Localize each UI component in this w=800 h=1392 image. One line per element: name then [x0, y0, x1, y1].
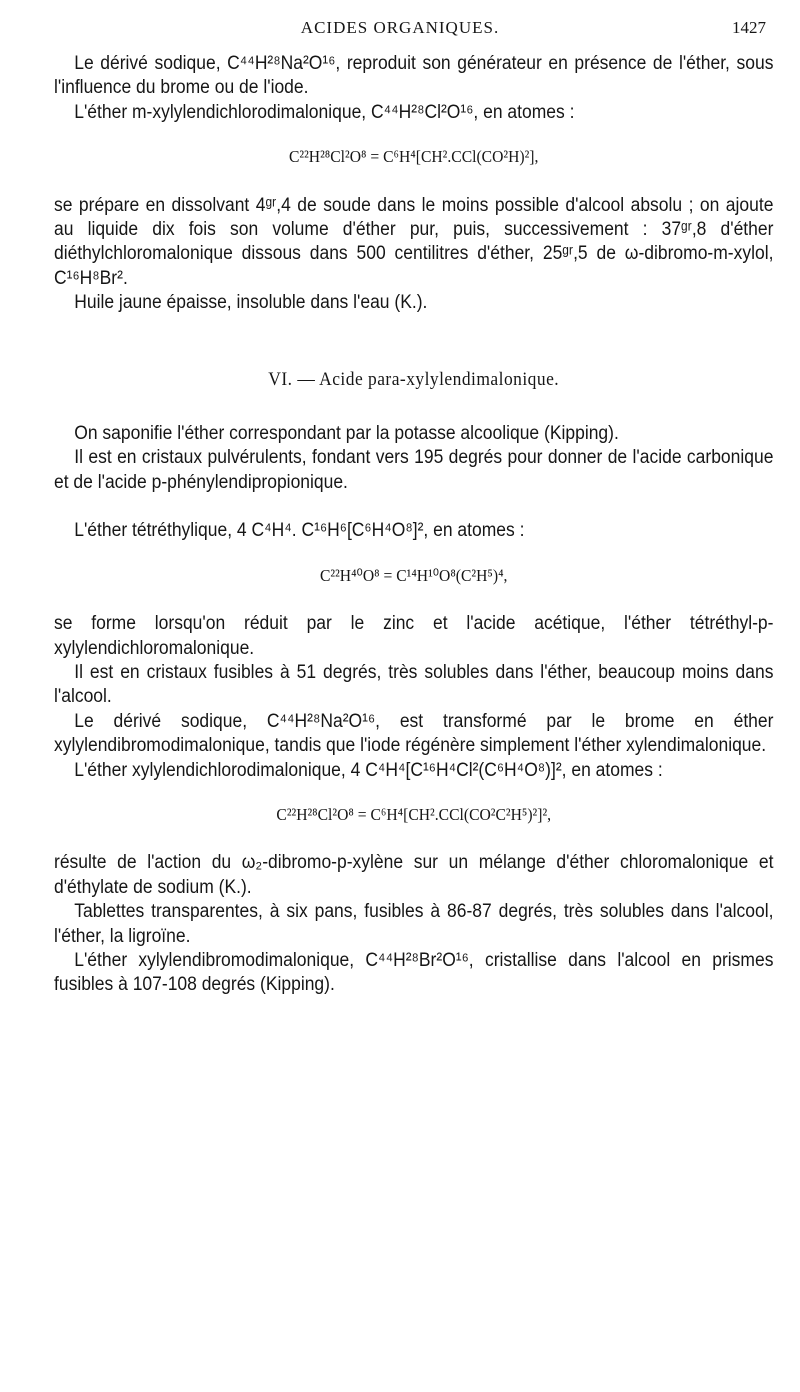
running-title: ACIDES ORGANIQUES.	[300, 18, 500, 37]
paragraph: L'éther xylylendichlorodimalonique, 4 C⁴H⁴[C¹⁶H⁴Cl²(C⁶H⁴O⁸)]², en atomes :	[74, 759, 663, 781]
formula: C²²H⁴⁰O⁸ = C¹⁴H¹⁰O⁸(C²H⁵)⁴,	[319, 565, 508, 585]
paragraph: résulte de l'action du ω₂-dibromo-p-xylène sur un mélange d'éther chloromalonique et d'éthylate de sodium (K.).	[54, 852, 774, 898]
paragraph: On saponifie l'éther correspondant par la potasse alcoolique (Kipping).	[74, 423, 619, 445]
paragraph: se prépare en dissolvant 4ᵍʳ,4 de soude dans le moins possible d'alcool absolu ; on ajoute au liquide dix fois son volume d'éther pur, puis, successivement : 37ᵍʳ,8 d'éther diéthylchloromalonique dissous dans 500 centilitres d'éther, 25ᵍʳ,5 de ω-dibromo-m-xylol, C¹⁶H⁸Br².	[54, 194, 774, 289]
paragraph: Le dérivé sodique, C⁴⁴H²⁸Na²O¹⁶, est transformé par le brome en éther xylylendibromodimalonique, tandis que l'iode régénère simplement l'éther xylendimalonique.	[54, 710, 774, 757]
page-number: 1427	[732, 18, 766, 37]
paragraph: Il est en cristaux pulvérulents, fondant vers 195 degrés pour donner de l'acide carbonique et de l'acide p-phénylendipropionique.	[54, 447, 774, 493]
section-heading: VI. — Acide para-xylylendimalonique.	[268, 368, 560, 390]
paragraph: Tablettes transparentes, à six pans, fusibles à 86-87 degrés, très solubles dans l'alcool, l'éther, la ligroïne.	[54, 901, 774, 947]
page-header	[0, 18, 800, 44]
paragraph: L'éther xylylendibromodimalonique, C⁴⁴H²⁸Br²O¹⁶, cristallise dans l'alcool en prismes fusibles à 107-108 degrés (Kipping).	[54, 949, 774, 996]
paragraph: se forme lorsqu'on réduit par le zinc et l'acide acétique, l'éther tétréthyl-p-xylylendichloromalonique.	[54, 613, 774, 659]
formula: C²²H²⁸Cl²O⁸ = C⁶H⁴[CH².CCl(CO²C²H⁵)²]²,	[276, 804, 552, 824]
paragraph: Huile jaune épaisse, insoluble dans l'eau (K.).	[74, 292, 428, 314]
paragraph: L'éther m-xylylendichlorodimalonique, C⁴⁴H²⁸Cl²O¹⁶, en atomes :	[74, 101, 575, 123]
paragraph: Le dérivé sodique, C⁴⁴H²⁸Na²O¹⁶, reproduit son générateur en présence de l'éther, sous l'influence du brome ou de l'iode.	[54, 53, 774, 99]
page-body	[54, 52, 773, 998]
formula: C²²H²⁸Cl²O⁸ = C⁶H⁴[CH².CCl(CO²H)²],	[289, 147, 539, 167]
paragraph: Il est en cristaux fusibles à 51 degrés, très solubles dans l'éther, beaucoup moins dans l'alcool.	[54, 661, 774, 708]
paragraph: L'éther tétréthylique, 4 C⁴H⁴. C¹⁶H⁶[C⁶H⁴O⁸]², en atomes :	[74, 520, 525, 542]
